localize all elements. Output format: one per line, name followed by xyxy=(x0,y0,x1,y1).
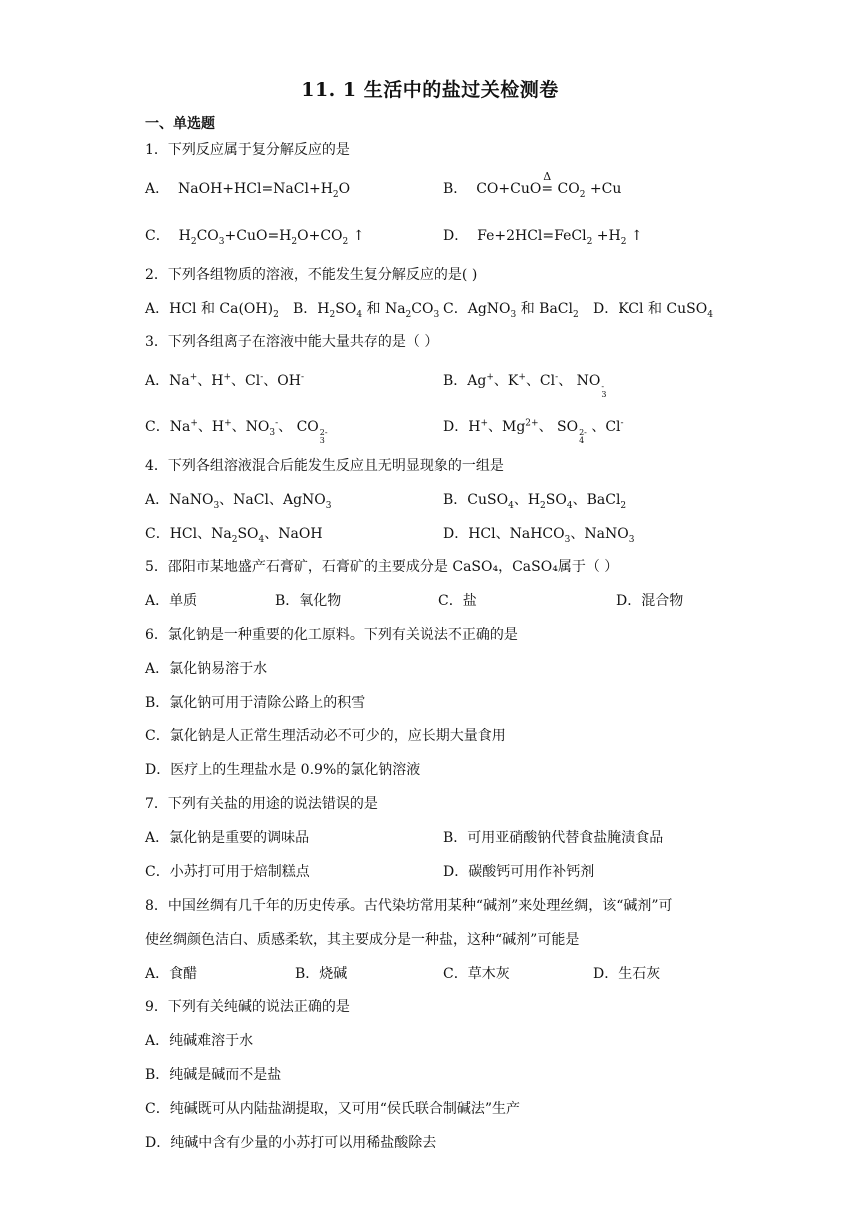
q1-option-b[interactable] xyxy=(443,170,622,200)
q8-stem-line2: 使丝绸颜色洁白、质感柔软，其主要成分是一种盐，这种“碱剂”可能是 xyxy=(145,932,580,948)
section-heading: 一、单选题 xyxy=(145,116,215,132)
q7-stem: 7．下列有关盐的用途的说法错误的是 xyxy=(145,796,378,812)
q8-stem-line1: 8．中国丝绸有几千年的历史传承。古代染坊常用某种“碱剂”来处理丝绸，该“碱剂”可 xyxy=(145,898,673,914)
q7-option-a[interactable]: A．氯化钠是重要的调味品 xyxy=(145,830,310,846)
q1-stem: 1．下列反应属于复分解反应的是 xyxy=(145,142,350,158)
q6-option-d[interactable]: D．医疗上的生理盐水是 0.9%的氯化钠溶液 xyxy=(145,762,421,778)
q2-option-b[interactable]: B．$H_2SO_4$ 和 $Na_2CO_3$ xyxy=(293,301,440,320)
q2-option-a[interactable]: A．HCl 和 $Ca(OH)_2$ xyxy=(145,301,279,320)
q1-option-d[interactable] xyxy=(443,227,643,245)
q8-option-d[interactable]: D．生石灰 xyxy=(593,966,661,982)
q6-stem: 6．氯化钠是一种重要的化工原料。下列有关说法不正确的是 xyxy=(145,627,518,643)
q3-option-a[interactable]: A．Na+、H+、Cl-、OH- xyxy=(145,372,305,389)
q7-option-c[interactable]: C．小苏打可用于焙制糕点 xyxy=(145,864,310,880)
q3-option-b[interactable]: B．Ag+、K+、Cl-、 NO - 3 xyxy=(443,372,607,399)
q5-option-c[interactable]: C．盐 xyxy=(438,593,477,609)
q9-option-d[interactable]: D．纯碱中含有少量的小苏打可以用稀盐酸除去 xyxy=(145,1135,437,1151)
q9-option-c[interactable]: C．纯碱既可从内陆盐湖提取，又可用“侯氏联合制碱法”生产 xyxy=(145,1101,521,1117)
q9-stem: 9．下列有关纯碱的说法正确的是 xyxy=(145,999,350,1015)
q5-option-d[interactable]: D．混合物 xyxy=(616,593,684,609)
q7-option-d[interactable]: D．碳酸钙可用作补钙剂 xyxy=(443,864,595,880)
q7-option-b[interactable]: B．可用亚硝酸钠代替食盐腌渍食品 xyxy=(443,830,664,846)
q5-option-a[interactable]: A．单质 xyxy=(145,593,198,609)
q8-option-a[interactable]: A．食醋 xyxy=(145,966,198,982)
page-title: 11. 1 生活中的盐过关检测卷 xyxy=(301,79,559,101)
q3-stem: 3．下列各组离子在溶液中能大量共存的是（ ） xyxy=(145,334,439,350)
q1-option-a[interactable] xyxy=(145,180,350,198)
q9-option-a[interactable]: A．纯碱难溶于水 xyxy=(145,1033,254,1049)
q5-option-b[interactable]: B．氧化物 xyxy=(275,593,342,609)
q4-option-b[interactable]: B．CuSO$_4$、$H_2SO_4$、BaCl$_2$ xyxy=(443,492,627,511)
option-letter: B． xyxy=(443,181,468,197)
q4-option-c[interactable]: C．HCl、$Na_2SO_4$、NaOH xyxy=(145,526,323,545)
q3-option-d[interactable]: D．H+、$Mg^{2+}$、 SO 2- 4 、Cl- xyxy=(443,418,624,445)
equation: Fe+2HCl=FeCl$_2$ $+H_2$ ↑ xyxy=(472,228,643,247)
q2-option-d[interactable]: D．KCl 和 CuSO$_4$ xyxy=(593,301,713,320)
q4-option-d[interactable]: D．HCl、NaHCO$_3$、NaNO$_3$ xyxy=(443,526,635,545)
equation: $NaOH+HCl=NaCl+H_2O$ xyxy=(173,181,351,200)
q8-option-b[interactable]: B．烧碱 xyxy=(295,966,348,982)
q2-option-c[interactable]: C．AgNO$_3$ 和 BaCl$_2$ xyxy=(443,301,579,320)
q2-stem: 2．下列各组物质的溶液，不能发生复分解反应的是( ) xyxy=(145,267,478,283)
option-letter: C． xyxy=(145,228,170,244)
q5-stem: 5．邵阳市某地盛产石膏矿，石膏矿的主要成分是 CaSO₄，CaSO₄属于（ ） xyxy=(145,559,619,575)
q4-stem: 4．下列各组溶液混合后能发生反应且无明显现象的一组是 xyxy=(145,458,504,474)
q8-option-c[interactable]: C．草木灰 xyxy=(443,966,510,982)
q6-option-c[interactable]: C．氯化钠是人正常生理活动必不可少的，应长期大量食用 xyxy=(145,728,506,744)
q3-option-c[interactable]: C．Na+、H+、$NO_3^-$、 CO 2- 3 xyxy=(145,418,328,445)
equation: $H_2CO_3+CuO=H_2O+CO_2$ ↑ xyxy=(174,228,365,247)
equation: CO+CuO Δ = $CO_2 +Cu$ xyxy=(471,170,622,200)
option-letter: D． xyxy=(443,228,469,244)
option-letter: A． xyxy=(145,181,170,197)
q1-option-c[interactable] xyxy=(145,227,364,245)
q4-option-a[interactable]: A．NaNO$_3$、NaCl、AgNO$_3$ xyxy=(145,492,332,511)
q9-option-b[interactable]: B．纯碱是碱而不是盐 xyxy=(145,1067,282,1083)
q6-option-a[interactable]: A．氯化钠易溶于水 xyxy=(145,661,268,677)
q6-option-b[interactable]: B．氯化钠可用于清除公路上的积雪 xyxy=(145,695,366,711)
